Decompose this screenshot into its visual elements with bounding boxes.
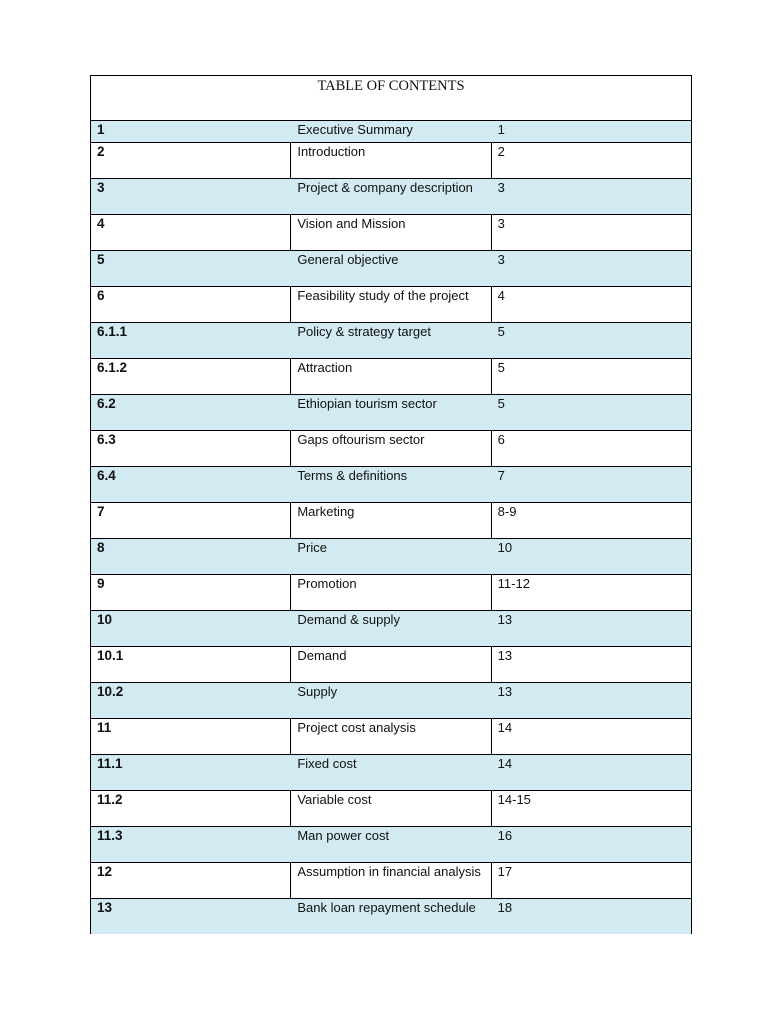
toc-entry-title: Project & company description [291, 179, 491, 215]
toc-entry-page: 10 [491, 539, 691, 575]
toc-entry-number: 6.2 [91, 395, 291, 431]
toc-entry-number: 11.2 [91, 791, 291, 827]
toc-entry-title: Variable cost [291, 791, 491, 827]
toc-entry-number: 10.1 [91, 647, 291, 683]
toc-entry-number: 6 [91, 287, 291, 323]
toc-row [91, 359, 692, 395]
toc-row [91, 467, 692, 503]
toc-entry-number: 4 [91, 215, 291, 251]
toc-row [91, 395, 692, 431]
toc-row [91, 611, 692, 647]
toc-entry-title: Supply [291, 683, 491, 719]
toc-entry-page: 4 [491, 287, 691, 323]
toc-row [91, 827, 692, 863]
toc-entry-page: 18 [491, 899, 691, 935]
toc-entry-title: Executive Summary [291, 121, 491, 143]
toc-row [91, 539, 692, 575]
toc-entry-title: Project cost analysis [291, 719, 491, 755]
toc-entry-title: Demand [291, 647, 491, 683]
toc-entry-page: 14 [491, 755, 691, 791]
toc-entry-page: 2 [491, 143, 691, 179]
toc-entry-page: 6 [491, 431, 691, 467]
toc-entry-number: 3 [91, 179, 291, 215]
toc-row [91, 143, 692, 179]
toc-entry-number: 11 [91, 719, 291, 755]
toc-entry-title: Demand & supply [291, 611, 491, 647]
toc-row [91, 575, 692, 611]
toc-row [91, 251, 692, 287]
toc-entry-title: Vision and Mission [291, 215, 491, 251]
toc-entry-title: Policy & strategy target [291, 323, 491, 359]
toc-entry-page: 13 [491, 683, 691, 719]
toc-entry-title: Feasibility study of the project [291, 287, 491, 323]
toc-row [91, 899, 692, 935]
toc-row [91, 179, 692, 215]
toc-entry-page: 11-12 [491, 575, 691, 611]
toc-entry-page: 1 [491, 121, 691, 143]
toc-entry-page: 14-15 [491, 791, 691, 827]
toc-entry-number: 7 [91, 503, 291, 539]
toc-entry-page: 3 [491, 179, 691, 215]
toc-row [91, 215, 692, 251]
toc-entry-number: 6.3 [91, 431, 291, 467]
toc-entry-number: 2 [91, 143, 291, 179]
toc-entry-number: 11.3 [91, 827, 291, 863]
toc-heading: TABLE OF CONTENTS [91, 76, 692, 121]
toc-row [91, 719, 692, 755]
toc-row [91, 683, 692, 719]
toc-entry-title: Price [291, 539, 491, 575]
toc-entry-page: 3 [491, 251, 691, 287]
toc-entry-title: Assumption in financial analysis [291, 863, 491, 899]
toc-entry-number: 11.1 [91, 755, 291, 791]
toc-entry-title: General objective [291, 251, 491, 287]
toc-entry-number: 6.4 [91, 467, 291, 503]
toc-entry-number: 5 [91, 251, 291, 287]
toc-entry-title: Fixed cost [291, 755, 491, 791]
toc-entry-title: Ethiopian tourism sector [291, 395, 491, 431]
toc-entry-number: 1 [91, 121, 291, 143]
toc-row [91, 287, 692, 323]
toc-entry-page: 5 [491, 395, 691, 431]
toc-entry-page: 3 [491, 215, 691, 251]
toc-row [91, 503, 692, 539]
toc-entry-number: 12 [91, 863, 291, 899]
toc-entry-number: 10.2 [91, 683, 291, 719]
toc-entry-title: Attraction [291, 359, 491, 395]
toc-entry-title: Gaps oftourism sector [291, 431, 491, 467]
toc-entry-page: 5 [491, 359, 691, 395]
toc-entry-page: 13 [491, 647, 691, 683]
table-of-contents [90, 75, 692, 934]
toc-row [91, 863, 692, 899]
toc-entry-title: Introduction [291, 143, 491, 179]
toc-entry-title: Man power cost [291, 827, 491, 863]
toc-entry-title: Marketing [291, 503, 491, 539]
toc-entry-page: 7 [491, 467, 691, 503]
toc-row [91, 323, 692, 359]
toc-entry-page: 8-9 [491, 503, 691, 539]
toc-entry-page: 5 [491, 323, 691, 359]
toc-row [91, 755, 692, 791]
toc-entry-number: 13 [91, 899, 291, 935]
toc-entry-number: 6.1.2 [91, 359, 291, 395]
toc-row [91, 431, 692, 467]
toc-row [91, 647, 692, 683]
toc-entry-title: Terms & definitions [291, 467, 491, 503]
toc-entry-page: 17 [491, 863, 691, 899]
toc-entry-number: 9 [91, 575, 291, 611]
toc-body [91, 76, 692, 935]
toc-row [91, 121, 692, 143]
toc-entry-number: 6.1.1 [91, 323, 291, 359]
toc-entry-page: 14 [491, 719, 691, 755]
toc-entry-number: 10 [91, 611, 291, 647]
toc-entry-page: 13 [491, 611, 691, 647]
toc-heading-row [91, 76, 692, 121]
toc-entry-number: 8 [91, 539, 291, 575]
toc-row [91, 791, 692, 827]
toc-entry-title: Bank loan repayment schedule [291, 899, 491, 935]
toc-entry-title: Promotion [291, 575, 491, 611]
toc-entry-page: 16 [491, 827, 691, 863]
